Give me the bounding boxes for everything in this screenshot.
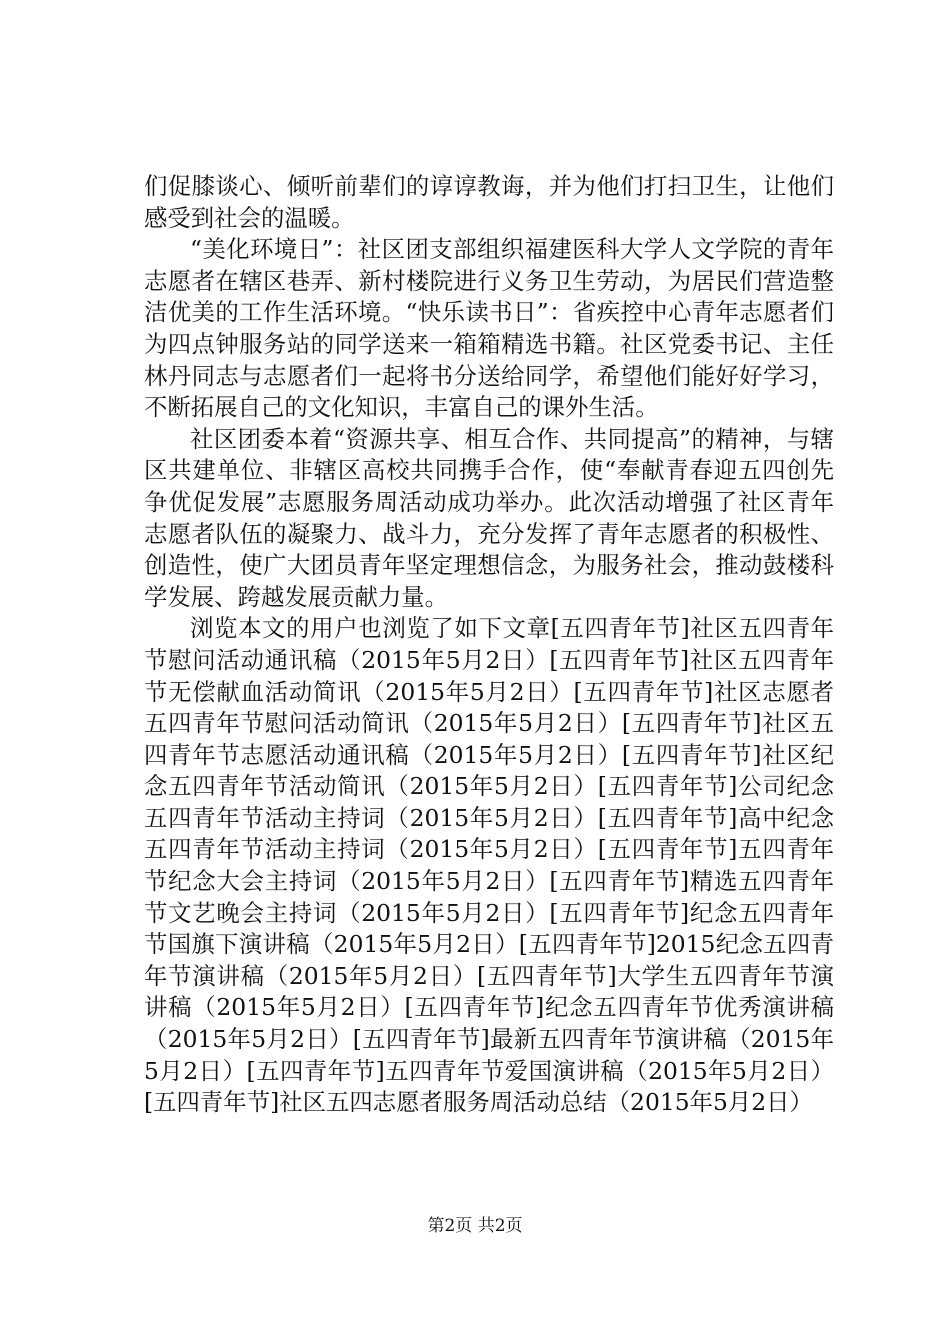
paragraph-related-articles: 浏览本文的用户也浏览了如下文章[五四青年节]社区五四青年节慰问活动通讯稿（2015年5月2日）[五四青年节]社区五四青年节无偿献血活动简讯（2015年5月2日）[五四青年节]社区志愿者五四青年节慰问活动简讯（2015年5月2日）[五四青年节]社区五四青年节志愿活动通讯稿（2015年5月2日）[五四青年节]社区纪念五四青年节活动简讯（2015年5月2日）[五四青年节]公司纪念五四青年节活动主持词（2015年5月2日）[五四青年节]高中纪念五四青年节活动主持词（2015年5月2日）[五四青年节]五四青年节纪念大会主持词（2015年5月2日）[五四青年节]精选五四青年节文艺晚会主持词（2015年5月2日）[五四青年节]纪念五四青年节国旗下演讲稿（2015年5月2日）[五四青年节]2015纪念五四青年节演讲稿（2015年5月2日）[五四青年节]大学生五四青年节演讲稿（2015年5月2日）[五四青年节]纪念五四青年节优秀演讲稿（2015年5月2日）[五四青年节]最新五四青年节演讲稿（2015年5月2日）[五四青年节]五四青年节爱国演讲稿（2015年5月2日）[五四青年节]社区五四志愿者服务周活动总结（2015年5月2日） — [144, 614, 834, 1117]
page-footer — [0, 1215, 950, 1237]
page-number: 第2页 共2页 — [427, 1216, 523, 1236]
document-body — [144, 171, 834, 1119]
paragraph-summary: 社区团委本着“资源共享、相互合作、共同提高”的精神，与辖区共建单位、非辖区高校共同携手合作，使“奉献青春迎五四创先争优促发展”志愿服务周活动成功举办。此次活动增强了社区青年志愿者队伍的凝聚力、战斗力，充分发挥了青年志愿者的积极性、创造性，使广大团员青年坚定理想信念，为服务社会，推动鼓楼科学发展、跨越发展贡献力量。 — [144, 424, 834, 611]
paragraph-activities: “美化环境日”：社区团支部组织福建医科大学人文学院的青年志愿者在辖区巷弄、新村楼院进行义务卫生劳动，为居民们营造整洁优美的工作生活环境。“快乐读书日”：省疾控中心青年志愿者们为四点钟服务站的同学送来一箱箱精选书籍。社区党委书记、主任林丹同志与志愿者们一起将书分送给同学，希望他们能好好学习，不断拓展自己的文化知识，丰富自己的课外生活。 — [144, 235, 834, 422]
paragraph-continuation: 们促膝谈心、倾听前辈们的谆谆教诲，并为他们打扫卫生，让他们感受到社会的温暖。 — [144, 172, 834, 232]
